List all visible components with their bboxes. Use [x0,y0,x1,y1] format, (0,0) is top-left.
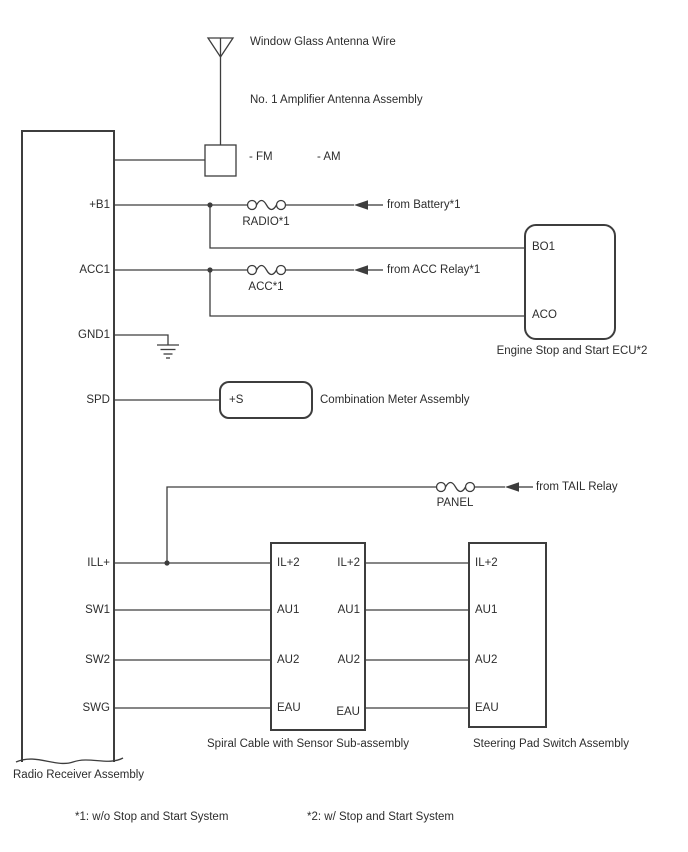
fm-terminal-label: - FM [249,151,273,163]
meter-label: Combination Meter Assembly [320,394,470,406]
radio-receiver-label: Radio Receiver Assembly [13,769,145,781]
feed-battery-label: from Battery*1 [387,199,461,211]
fuse-panel-icon [437,483,475,492]
footnote-2: *2: w/ Stop and Start System [307,811,455,823]
radio-to-spiral-wires [114,563,271,708]
b1-circuit [114,200,525,248]
spiral-cable-label: Spiral Cable with Sensor Sub-assembly [207,738,409,750]
steering-pin-au2: AU2 [475,654,498,666]
ecu-label: Engine Stop and Start ECU*2 [496,345,648,357]
arrow-left-icon [354,265,368,274]
spiral-left-eau: EAU [277,702,301,714]
pin-spd: SPD [86,394,110,406]
fuse-acc-label: ACC*1 [248,281,284,293]
ecu-pin-bo1: BO1 [532,241,556,253]
spiral-right-eau: EAU [336,706,360,718]
footnote-1: *1: w/o Stop and Start System [75,811,229,823]
arrow-left-icon [505,482,519,491]
pin-acc1: ACC1 [79,264,110,276]
spiral-left-il2: IL+2 [277,557,300,569]
pin-gnd1: GND1 [78,329,110,341]
amplifier-label: No. 1 Amplifier Antenna Assembly [250,94,423,106]
feed-tail-relay-label: from TAIL Relay [536,481,618,493]
am-terminal-label: - AM [317,151,341,163]
ground-icon [114,335,179,358]
spiral-right-au1: AU1 [337,604,360,616]
antenna-wire-label: Window Glass Antenna Wire [250,36,396,48]
spiral-right-au2: AU2 [337,654,360,666]
fuse-radio-icon [248,201,286,210]
radio-receiver-box [16,131,123,763]
fuse-radio-label: RADIO*1 [242,216,290,228]
pin-sw2: SW2 [85,654,110,666]
steering-pad-box [469,543,546,727]
spiral-left-au2: AU2 [277,654,300,666]
feed-acc-relay-label: from ACC Relay*1 [387,264,481,276]
spiral-left-au1: AU1 [277,604,300,616]
panel-circuit [164,482,533,565]
torn-edge [16,758,123,763]
steering-pad-label: Steering Pad Switch Assembly [473,738,629,750]
steering-pin-eau: EAU [475,702,499,714]
antenna-icon [208,38,233,145]
ecu-pin-aco: ACO [532,309,557,321]
spiral-to-steering-wires [365,563,469,708]
pin-swg: SWG [82,702,110,714]
steering-pin-au1: AU1 [475,604,498,616]
arrow-left-icon [354,200,368,209]
pin-ill: ILL+ [87,557,110,569]
pin-sw1: SW1 [85,604,110,616]
meter-pin-s: +S [229,394,244,406]
fuse-panel-label: PANEL [436,497,474,509]
amplifier-antenna-box [205,145,236,176]
fuse-acc-icon [248,266,286,275]
spiral-right-il2: IL+2 [337,557,360,569]
steering-pin-il2: IL+2 [475,557,498,569]
pin-b1: +B1 [89,199,110,211]
